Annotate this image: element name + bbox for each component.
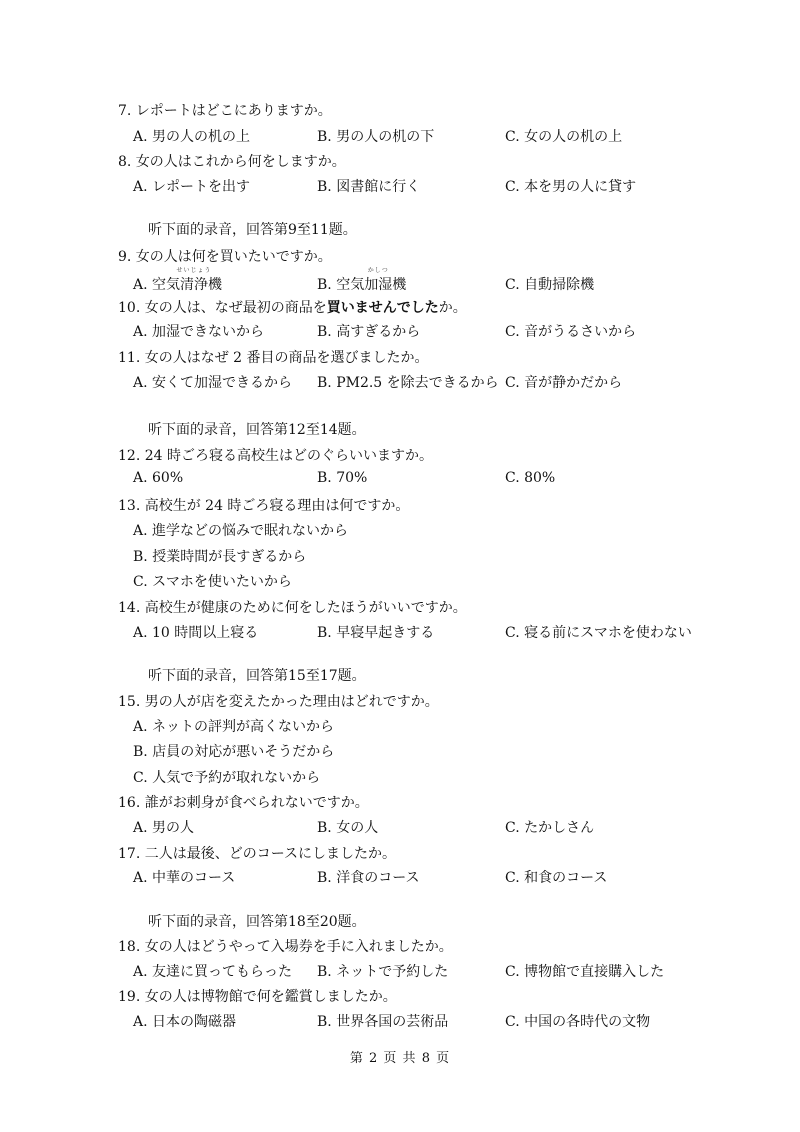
q9-option-a-pre: A. 空気 — [133, 277, 181, 293]
q16-option-c: C. たかしさん — [505, 820, 595, 836]
q15-option-b: B. 店員の対応が悪いそうだから — [133, 744, 335, 760]
q14-option-c: C. 寝る前にスマホを使わない — [505, 625, 692, 641]
q11-option-a: A. 安くて加湿できるから — [133, 375, 293, 391]
section-instruction-9-11: 听下面的录音，回答第9至11题。 — [148, 222, 357, 238]
q9-option-c: C. 自動掃除機 — [505, 277, 595, 293]
q7-option-a: A. 男の人の机の上 — [133, 129, 251, 145]
q7-option-c: C. 女の人の机の上 — [505, 129, 623, 145]
section-instruction-15-17: 听下面的录音，回答第15至17题。 — [148, 668, 366, 684]
section-instruction-12-14: 听下面的录音，回答第12至14题。 — [148, 422, 366, 438]
q11-option-b: B. PM2.5 を除去できるから — [317, 375, 499, 391]
q13-option-b: B. 授業時間が長すぎるから — [133, 549, 307, 565]
question-13: 13. 高校生が 24 時ごろ寝る理由は何ですか。 — [118, 498, 410, 514]
q19-option-c: C. 中国の各時代の文物 — [505, 1014, 651, 1030]
q14-option-b: B. 早寝早起きする — [317, 625, 435, 641]
q12-option-c: C. 80% — [505, 470, 556, 486]
section-instruction-18-20: 听下面的录音，回答第18至20题。 — [148, 914, 366, 930]
q10-text-post: か。 — [438, 300, 467, 316]
question-9: 9. 女の人は何を買いたいですか。 — [118, 249, 332, 265]
question-15: 15. 男の人が店を変えたかった理由はどれですか。 — [118, 694, 439, 710]
q18-option-a: A. 友達に買ってもらった — [133, 964, 293, 980]
question-8: 8. 女の人はこれから何をしますか。 — [118, 154, 346, 170]
question-19: 19. 女の人は博物館で何を鑑賞しましたか。 — [118, 989, 397, 1005]
q7-option-b: B. 男の人の机の下 — [317, 129, 435, 145]
q14-option-a: A. 10 時間以上寝る — [133, 625, 259, 641]
q12-option-b: B. 70% — [317, 470, 368, 486]
q10-text-pre: 10. 女の人は、なぜ最初の商品を — [118, 300, 327, 316]
q17-option-b: B. 洋食のコース — [317, 870, 420, 886]
q9-option-b-pre: B. 空気 — [317, 277, 365, 293]
question-17: 17. 二人は最後、どのコースにしましたか。 — [118, 846, 397, 862]
q9-option-a-ruby-text: せいじょう — [176, 267, 212, 274]
q10-option-b: B. 高すぎるから — [317, 324, 421, 340]
q9-option-b-ruby-base: 加湿 — [364, 277, 393, 293]
q15-option-a: A. ネットの評判が高くないから — [133, 719, 335, 735]
q19-option-b: B. 世界各国の芸術品 — [317, 1014, 449, 1030]
q18-option-c: C. 博物館で直接購入した — [505, 964, 665, 980]
question-11: 11. 女の人はなぜ 2 番目の商品を選びましたか。 — [118, 350, 429, 366]
question-12: 12. 24 時ごろ寝る高校生はどのぐらいいますか。 — [118, 448, 433, 464]
q8-option-b: B. 図書館に行く — [317, 179, 421, 195]
q9-option-a — [133, 267, 223, 294]
q19-option-a: A. 日本の陶磁器 — [133, 1014, 237, 1030]
q8-option-a: A. レポートを出す — [133, 179, 251, 195]
question-16: 16. 誰がお刺身が食べられないですか。 — [118, 795, 369, 811]
question-18: 18. 女の人はどうやって入場券を手に入れましたか。 — [118, 939, 453, 955]
q9-option-a-ruby — [176, 267, 212, 294]
q9-option-b — [317, 267, 407, 294]
q16-option-b: B. 女の人 — [317, 820, 379, 836]
q11-option-c: C. 音が静かだから — [505, 375, 623, 391]
q16-option-a: A. 男の人 — [133, 820, 195, 836]
q10-text-emphasis: 買いませんでした — [326, 300, 439, 316]
question-10 — [118, 297, 467, 317]
page-footer: 第 2 页 共 8 页 — [349, 1051, 451, 1066]
q9-option-a-post: 機 — [208, 277, 223, 293]
q18-option-b: B. ネットで予約した — [317, 964, 449, 980]
q13-option-c: C. スマホを使いたいから — [133, 574, 292, 590]
q17-option-a: A. 中華のコース — [133, 870, 236, 886]
q10-option-a: A. 加湿できないから — [133, 324, 265, 340]
question-7: 7. レポートはどこにありますか。 — [118, 103, 332, 119]
q17-option-c: C. 和食のコース — [505, 870, 608, 886]
q9-option-a-ruby-base: 清浄 — [180, 277, 209, 293]
q9-option-b-post: 機 — [392, 277, 407, 293]
q8-option-c: C. 本を男の人に貸す — [505, 179, 637, 195]
q13-option-a: A. 進学などの悩みで眠れないから — [133, 523, 349, 539]
q9-option-b-ruby — [364, 267, 393, 294]
q12-option-a: A. 60% — [133, 470, 184, 486]
q9-option-b-ruby-text: かしつ — [367, 267, 389, 274]
question-14: 14. 高校生が健康のために何をしたほうがいいですか。 — [118, 600, 467, 616]
q10-option-c: C. 音がうるさいから — [505, 324, 637, 340]
q15-option-c: C. 人気で予約が取れないから — [133, 770, 321, 786]
